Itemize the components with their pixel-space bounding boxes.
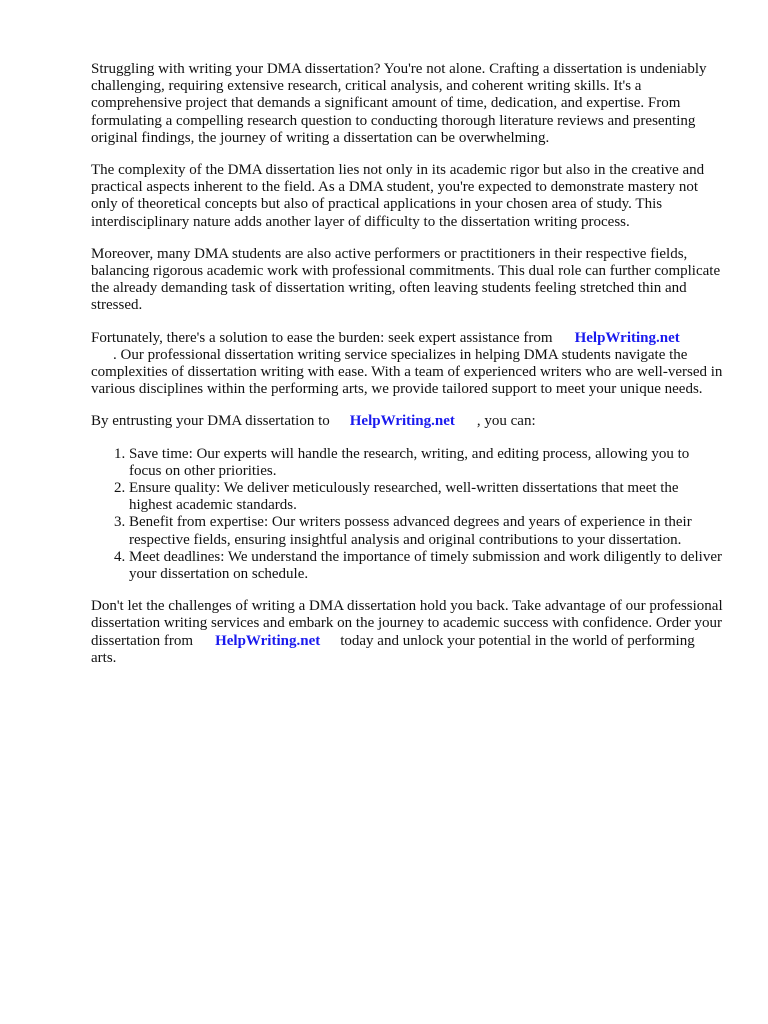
list-item: 3. Benefit from expertise: Our writers possess advanced degrees and years of experience in their respective fields, ensuring insightful analysis and original contributions to your dissertation. xyxy=(129,514,723,548)
closing-text-after: today and unlock your potential in the world of performing arts. xyxy=(91,632,695,666)
list-item: 2. Ensure quality: We deliver meticulously researched, well-written dissertations that meet the highest academic standards. xyxy=(129,480,723,514)
document-page xyxy=(91,61,723,682)
benefits-list xyxy=(91,446,723,584)
helpwriting-link-2[interactable]: HelpWriting.net xyxy=(349,413,455,430)
helpwriting-link-3[interactable]: HelpWriting.net xyxy=(215,632,321,649)
paragraph-intro: Struggling with writing your DMA dissertation? You're not alone. Crafting a dissertation is undeniably challenging, requiring extensive research, critical analysis, and coherent writing skills. It's a comprehensive project that demands a significant amount of time, dedication, and expertise. From formulating a compelling research question to conducting thorough literature reviews and presenting original findings, the journey of writing a dissertation can be overwhelming. xyxy=(91,61,707,146)
solution-text-before: Fortunately, there's a solution to ease the burden: seek expert assistance from xyxy=(91,329,553,346)
entrust-text-before: By entrusting your DMA dissertation to xyxy=(91,413,330,430)
paragraph-solution xyxy=(91,330,723,399)
paragraph-dual-role: Moreover, many DMA students are also active performers or practitioners in their respective fields, balancing rigorous academic work with professional commitments. This dual role can further complicate the already demanding task of dissertation writing, often leaving students feeling stretched thin and stressed. xyxy=(91,245,721,314)
list-item: 1. Save time: Our experts will handle the research, writing, and editing process, allowing you to focus on other priorities. xyxy=(129,446,723,480)
solution-text-after: . Our professional dissertation writing service specializes in helping DMA students navigate the complexities of dissertation writing with ease. With a team of experienced writers who are well-versed in various disciplines within the performing arts, we provide tailored support to meet your unique needs. xyxy=(91,346,723,398)
list-item: 4. Meet deadlines: We understand the importance of timely submission and work diligently to deliver your dissertation on schedule. xyxy=(129,549,723,583)
paragraph-closing xyxy=(91,598,723,667)
paragraph-complexity: The complexity of the DMA dissertation lies not only in its academic rigor but also in the creative and practical aspects inherent to the field. As a DMA student, you're expected to demonstrate mastery not only of theoretical concepts but also of practical applications in your chosen area of study. This interdisciplinary nature adds another layer of difficulty to the dissertation writing process. xyxy=(91,162,705,230)
helpwriting-link-1[interactable]: HelpWriting.net xyxy=(574,329,680,346)
closing-text-before: Don't let the challenges of writing a DMA dissertation hold you back. Take advantage of our professional dissertation writing services and embark on the journey to academic success with confidence. Order your dissertation from xyxy=(91,598,723,649)
entrust-text-after: , you can: xyxy=(476,413,536,430)
paragraph-entrust xyxy=(91,413,723,430)
